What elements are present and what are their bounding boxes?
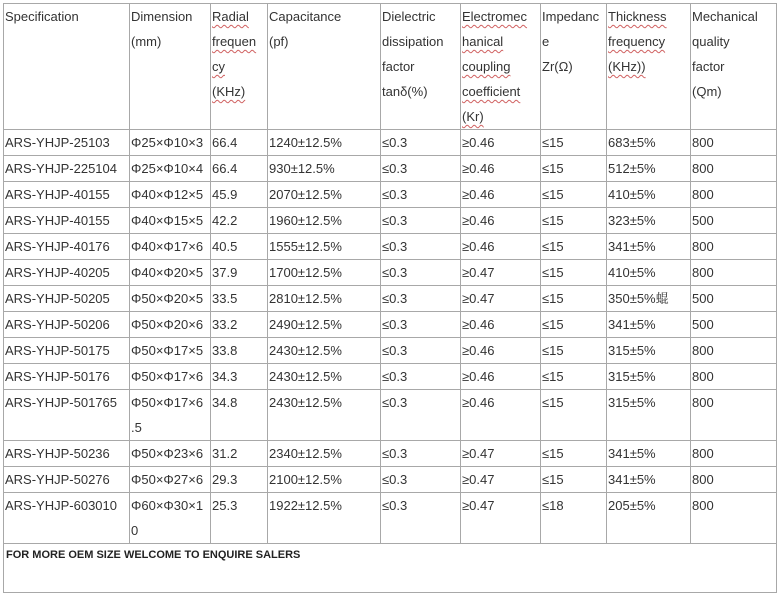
table-row xyxy=(4,286,777,312)
header-row xyxy=(4,4,777,130)
cell-dimension: Φ50×Φ17×6 xyxy=(130,364,211,390)
cell-capacitance: 2070±12.5% xyxy=(268,182,381,208)
cell-radial-frequency: 31.2 xyxy=(211,441,268,467)
cell-specification: ARS-YHJP-40155 xyxy=(4,208,130,234)
cell-impedance: ≤15 xyxy=(541,208,607,234)
cell-dimension: Φ50×Φ17×6 .5 xyxy=(130,390,211,441)
cell-impedance: ≤15 xyxy=(541,338,607,364)
cell-capacitance: 2430±12.5% xyxy=(268,390,381,441)
cell-coupling-coefficient: ≥0.46 xyxy=(461,338,541,364)
cell-dissipation-factor: ≤0.3 xyxy=(381,493,461,544)
cell-impedance: ≤15 xyxy=(541,364,607,390)
cell-impedance: ≤15 xyxy=(541,441,607,467)
cell-capacitance: 1240±12.5% xyxy=(268,130,381,156)
cell-dimension: Φ50×Φ27×6 xyxy=(130,467,211,493)
cell-dissipation-factor: ≤0.3 xyxy=(381,260,461,286)
cell-specification: ARS-YHJP-25103 xyxy=(4,130,130,156)
cell-dimension: Φ60×Φ30×1 0 xyxy=(130,493,211,544)
cell-specification: ARS-YHJP-50176 xyxy=(4,364,130,390)
cell-thickness-frequency: 341±5% xyxy=(607,234,691,260)
cell-mechanical-quality-factor: 800 xyxy=(691,390,777,441)
cell-thickness-frequency: 512±5% xyxy=(607,156,691,182)
cell-dissipation-factor: ≤0.3 xyxy=(381,467,461,493)
cell-capacitance: 1922±12.5% xyxy=(268,493,381,544)
cell-specification: ARS-YHJP-50205 xyxy=(4,286,130,312)
cell-dissipation-factor: ≤0.3 xyxy=(381,182,461,208)
table-row xyxy=(4,208,777,234)
cell-radial-frequency: 25.3 xyxy=(211,493,268,544)
cell-coupling-coefficient: ≥0.46 xyxy=(461,312,541,338)
cell-mechanical-quality-factor: 800 xyxy=(691,156,777,182)
header-impedance: Impedanc e Zr(Ω) xyxy=(541,4,607,130)
cell-mechanical-quality-factor: 500 xyxy=(691,286,777,312)
cell-capacitance: 1960±12.5% xyxy=(268,208,381,234)
cell-coupling-coefficient: ≥0.46 xyxy=(461,390,541,441)
cell-mechanical-quality-factor: 800 xyxy=(691,493,777,544)
header-dimension: Dimension (mm) xyxy=(130,4,211,130)
cell-radial-frequency: 33.8 xyxy=(211,338,268,364)
cell-coupling-coefficient: ≥0.46 xyxy=(461,130,541,156)
header-capacitance: Capacitance (pf) xyxy=(268,4,381,130)
cell-impedance: ≤15 xyxy=(541,286,607,312)
cell-radial-frequency: 37.9 xyxy=(211,260,268,286)
cell-thickness-frequency: 410±5% xyxy=(607,182,691,208)
cell-mechanical-quality-factor: 800 xyxy=(691,182,777,208)
table-row xyxy=(4,130,777,156)
cell-radial-frequency: 29.3 xyxy=(211,467,268,493)
header-dissipation-factor: Dielectric dissipation factor tanδ(%) xyxy=(381,4,461,130)
cell-thickness-frequency: 350±5%蜫 xyxy=(607,286,691,312)
cell-specification: ARS-YHJP-50276 xyxy=(4,467,130,493)
cell-specification: ARS-YHJP-40205 xyxy=(4,260,130,286)
cell-radial-frequency: 33.2 xyxy=(211,312,268,338)
cell-coupling-coefficient: ≥0.47 xyxy=(461,467,541,493)
cell-coupling-coefficient: ≥0.47 xyxy=(461,286,541,312)
cell-coupling-coefficient: ≥0.47 xyxy=(461,441,541,467)
cell-specification: ARS-YHJP-50206 xyxy=(4,312,130,338)
cell-impedance: ≤15 xyxy=(541,312,607,338)
cell-dissipation-factor: ≤0.3 xyxy=(381,312,461,338)
cell-impedance: ≤15 xyxy=(541,390,607,441)
cell-thickness-frequency: 341±5% xyxy=(607,441,691,467)
specification-table xyxy=(3,3,777,593)
cell-mechanical-quality-factor: 800 xyxy=(691,130,777,156)
cell-dimension: Φ40×Φ12×5 xyxy=(130,182,211,208)
cell-radial-frequency: 40.5 xyxy=(211,234,268,260)
cell-coupling-coefficient: ≥0.46 xyxy=(461,156,541,182)
cell-thickness-frequency: 341±5% xyxy=(607,312,691,338)
cell-dimension: Φ50×Φ20×6 xyxy=(130,312,211,338)
cell-radial-frequency: 66.4 xyxy=(211,130,268,156)
cell-thickness-frequency: 323±5% xyxy=(607,208,691,234)
cell-capacitance: 2340±12.5% xyxy=(268,441,381,467)
cell-impedance: ≤15 xyxy=(541,467,607,493)
cell-dimension: Φ50×Φ23×6 xyxy=(130,441,211,467)
cell-mechanical-quality-factor: 800 xyxy=(691,441,777,467)
cell-dissipation-factor: ≤0.3 xyxy=(381,390,461,441)
cell-specification: ARS-YHJP-603010 xyxy=(4,493,130,544)
cell-specification: ARS-YHJP-225104 xyxy=(4,156,130,182)
cell-dimension: Φ25×Φ10×4 xyxy=(130,156,211,182)
cell-thickness-frequency: 205±5% xyxy=(607,493,691,544)
cell-specification: ARS-YHJP-40176 xyxy=(4,234,130,260)
cell-mechanical-quality-factor: 800 xyxy=(691,364,777,390)
table-row xyxy=(4,338,777,364)
cell-thickness-frequency: 410±5% xyxy=(607,260,691,286)
table-row xyxy=(4,364,777,390)
header-mechanical-quality-factor: Mechanical quality factor (Qm) xyxy=(691,4,777,130)
cell-impedance: ≤15 xyxy=(541,182,607,208)
cell-dissipation-factor: ≤0.3 xyxy=(381,156,461,182)
cell-capacitance: 2430±12.5% xyxy=(268,338,381,364)
cell-dissipation-factor: ≤0.3 xyxy=(381,130,461,156)
cell-impedance: ≤15 xyxy=(541,130,607,156)
cell-coupling-coefficient: ≥0.47 xyxy=(461,260,541,286)
table-row xyxy=(4,260,777,286)
cell-specification: ARS-YHJP-50236 xyxy=(4,441,130,467)
header-coupling-coefficient: Electromec hanical coupling coefficient (Kr) xyxy=(461,4,541,130)
cell-thickness-frequency: 315±5% xyxy=(607,390,691,441)
cell-radial-frequency: 33.5 xyxy=(211,286,268,312)
cell-coupling-coefficient: ≥0.46 xyxy=(461,364,541,390)
cell-coupling-coefficient: ≥0.46 xyxy=(461,208,541,234)
cell-dimension: Φ40×Φ15×5 xyxy=(130,208,211,234)
table-row xyxy=(4,441,777,467)
header-specification: Specification xyxy=(4,4,130,130)
cell-impedance: ≤15 xyxy=(541,156,607,182)
cell-radial-frequency: 45.9 xyxy=(211,182,268,208)
cell-capacitance: 2810±12.5% xyxy=(268,286,381,312)
cell-mechanical-quality-factor: 800 xyxy=(691,260,777,286)
cell-capacitance: 1555±12.5% xyxy=(268,234,381,260)
cell-radial-frequency: 34.8 xyxy=(211,390,268,441)
table-row xyxy=(4,234,777,260)
cell-coupling-coefficient: ≥0.46 xyxy=(461,182,541,208)
cell-specification: ARS-YHJP-501765 xyxy=(4,390,130,441)
cell-radial-frequency: 42.2 xyxy=(211,208,268,234)
cell-capacitance: 2100±12.5% xyxy=(268,467,381,493)
cell-coupling-coefficient: ≥0.47 xyxy=(461,493,541,544)
table-row xyxy=(4,390,777,441)
footer-row xyxy=(4,544,777,593)
cell-dimension: Φ40×Φ17×6 xyxy=(130,234,211,260)
cell-impedance: ≤15 xyxy=(541,234,607,260)
cell-mechanical-quality-factor: 800 xyxy=(691,338,777,364)
cell-dissipation-factor: ≤0.3 xyxy=(381,286,461,312)
cell-impedance: ≤18 xyxy=(541,493,607,544)
cell-capacitance: 2490±12.5% xyxy=(268,312,381,338)
cell-dissipation-factor: ≤0.3 xyxy=(381,208,461,234)
header-thickness-frequency: Thickness frequency (KHz)) xyxy=(607,4,691,130)
table-row xyxy=(4,156,777,182)
cell-specification: ARS-YHJP-50175 xyxy=(4,338,130,364)
cell-capacitance: 2430±12.5% xyxy=(268,364,381,390)
cell-mechanical-quality-factor: 800 xyxy=(691,234,777,260)
header-radial-frequency: Radial frequen cy (KHz) xyxy=(211,4,268,130)
cell-capacitance: 1700±12.5% xyxy=(268,260,381,286)
cell-dimension: Φ50×Φ17×5 xyxy=(130,338,211,364)
cell-impedance: ≤15 xyxy=(541,260,607,286)
cell-thickness-frequency: 315±5% xyxy=(607,338,691,364)
cell-radial-frequency: 34.3 xyxy=(211,364,268,390)
cell-dissipation-factor: ≤0.3 xyxy=(381,234,461,260)
cell-specification: ARS-YHJP-40155 xyxy=(4,182,130,208)
cell-mechanical-quality-factor: 500 xyxy=(691,312,777,338)
cell-dimension: Φ50×Φ20×5 xyxy=(130,286,211,312)
cell-radial-frequency: 66.4 xyxy=(211,156,268,182)
cell-mechanical-quality-factor: 800 xyxy=(691,467,777,493)
cell-dissipation-factor: ≤0.3 xyxy=(381,338,461,364)
table-row xyxy=(4,182,777,208)
cell-thickness-frequency: 341±5% xyxy=(607,467,691,493)
cell-mechanical-quality-factor: 500 xyxy=(691,208,777,234)
cell-thickness-frequency: 683±5% xyxy=(607,130,691,156)
cell-dissipation-factor: ≤0.3 xyxy=(381,364,461,390)
footer-note: FOR MORE OEM SIZE WELCOME TO ENQUIRE SALERS xyxy=(4,544,777,593)
table-row xyxy=(4,467,777,493)
table-row xyxy=(4,312,777,338)
cell-capacitance: 930±12.5% xyxy=(268,156,381,182)
table-row xyxy=(4,493,777,544)
cell-coupling-coefficient: ≥0.46 xyxy=(461,234,541,260)
cell-dimension: Φ25×Φ10×3 xyxy=(130,130,211,156)
cell-dimension: Φ40×Φ20×5 xyxy=(130,260,211,286)
cell-dissipation-factor: ≤0.3 xyxy=(381,441,461,467)
cell-thickness-frequency: 315±5% xyxy=(607,364,691,390)
